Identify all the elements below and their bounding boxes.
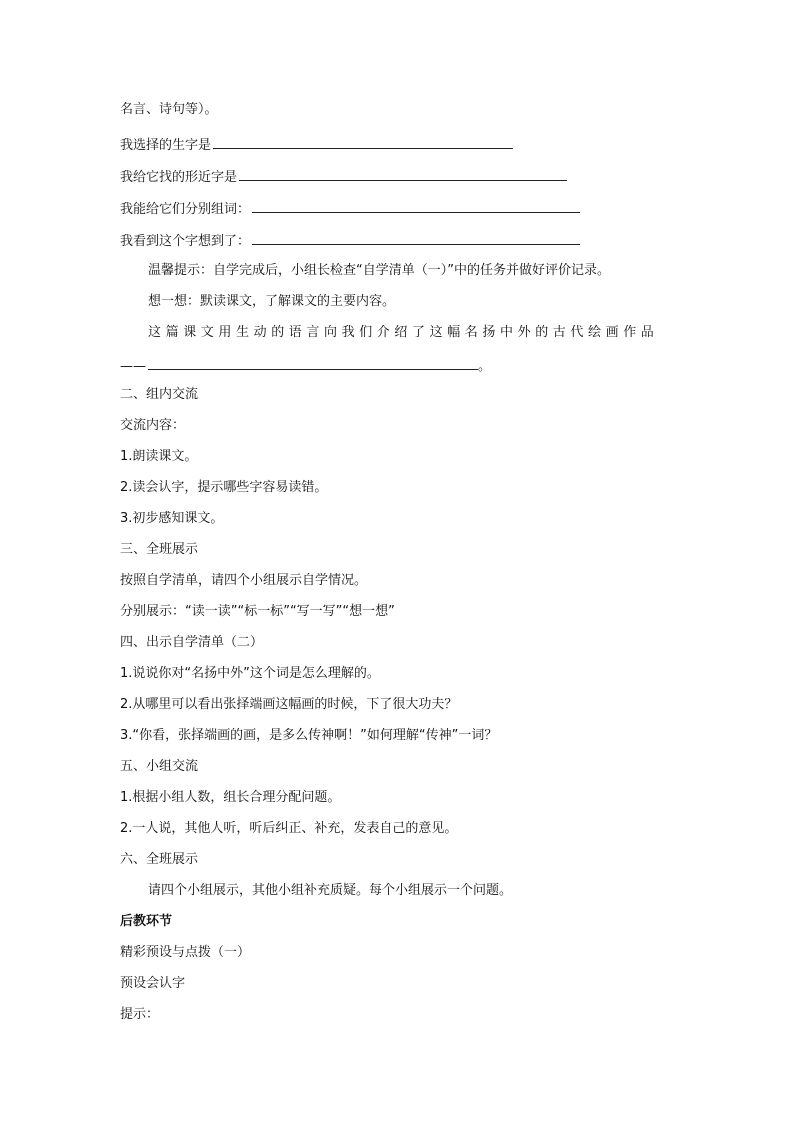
list-item: 1.说说你对“名扬中外”这个词是怎么理解的。 <box>120 666 380 681</box>
text-line: 精彩预设与点拨（一） <box>120 945 251 960</box>
prompt-text: 我能给它们分别组词： <box>120 202 251 217</box>
fill-in-line <box>120 133 513 153</box>
prompt-text: 我给它找的形近字是 <box>120 170 238 185</box>
list-item: 3.初步感知课文。 <box>120 511 224 526</box>
period-text: 。 <box>478 359 492 374</box>
text-line: 名言、诗句等）。 <box>120 102 218 117</box>
text-line: 请四个小组展示，其他小组补充质疑。每个小组展示一个问题。 <box>148 883 513 898</box>
text-line: 预设会认字 <box>120 976 186 991</box>
blank-underline[interactable] <box>252 229 580 245</box>
text-line: 这篇课文用生动的语言向我们介绍了这幅名扬中外的古代绘画作品 <box>148 325 659 340</box>
blank-underline[interactable] <box>252 197 580 213</box>
bold-heading: 后教环节 <box>120 914 173 929</box>
fill-in-line <box>120 197 580 217</box>
blank-underline[interactable] <box>239 165 567 181</box>
section-heading: 三、全班展示 <box>120 542 199 557</box>
tip-text: 温馨提示：自学完成后，小组长检查“自学清单（一）”中的任务并做好评价记录。 <box>148 263 610 278</box>
section-heading: 二、组内交流 <box>120 387 199 402</box>
list-item: 2.一人说，其他人听，听后纠正、补充，发表自己的意见。 <box>120 821 458 836</box>
text-line: 分别展示：“读一读”“标一标”“写一写”“想一想” <box>120 604 395 619</box>
text-line: 交流内容： <box>120 418 186 433</box>
section-heading: 六、全班展示 <box>120 852 199 867</box>
fill-in-line <box>120 165 567 185</box>
list-item: 3.“你看，张择端画的画，是多么传神啊！”如何理解“传神”一词？ <box>120 728 498 743</box>
prompt-text: 我看到这个字想到了： <box>120 234 251 249</box>
fill-in-line <box>120 354 491 374</box>
fill-in-line <box>120 229 580 249</box>
section-heading: 四、出示自学清单（二） <box>120 635 264 650</box>
list-item: 1.根据小组人数，组长合理分配问题。 <box>120 790 341 805</box>
list-item: 1.朗读课文。 <box>120 449 198 464</box>
section-heading: 五、小组交流 <box>120 759 199 774</box>
prompt-text: 我选择的生字是 <box>120 138 212 153</box>
text-line: 想一想：默读课文，了解课文的主要内容。 <box>148 294 396 309</box>
blank-underline[interactable] <box>213 133 513 149</box>
dash-text: —— <box>120 359 146 374</box>
text-line: 提示： <box>120 1007 160 1022</box>
blank-underline[interactable] <box>148 354 478 370</box>
list-item: 2.从哪里可以看出张择端画这幅画的时候，下了很大功夫？ <box>120 697 458 712</box>
text-line: 按照自学清单，请四个小组展示自学情况。 <box>120 573 368 588</box>
list-item: 2.读会认字，提示哪些字容易读错。 <box>120 480 328 495</box>
